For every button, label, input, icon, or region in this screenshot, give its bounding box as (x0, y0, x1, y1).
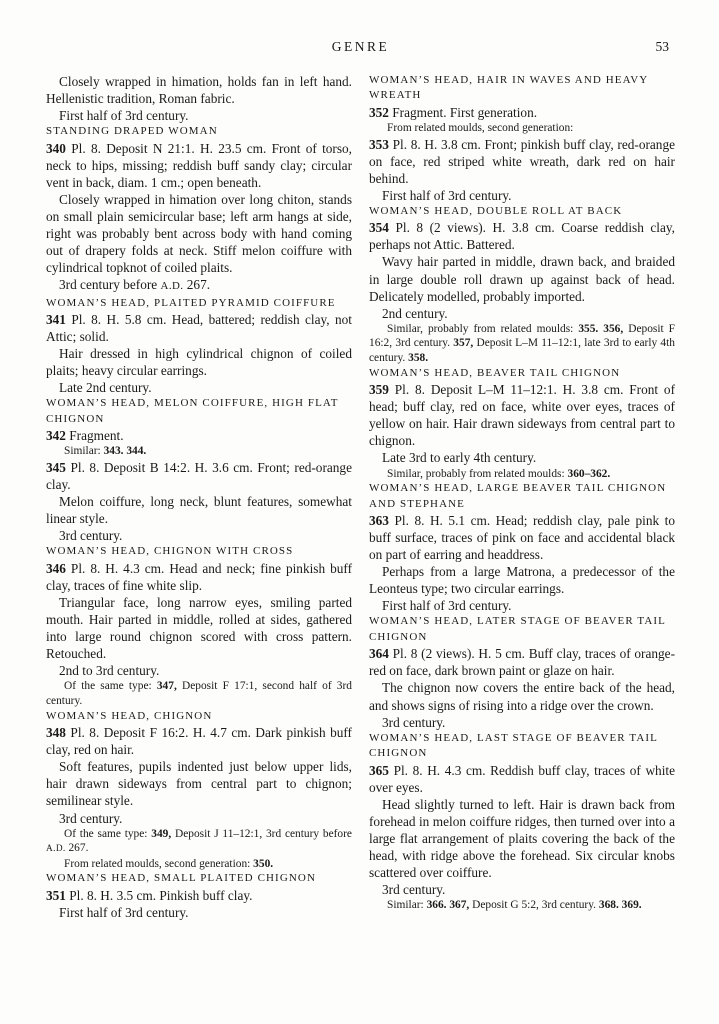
catalog-number-bold-run: 340 (46, 140, 66, 156)
description-paragraph (369, 597, 675, 614)
text-run: Deposit F 17:1, second half of 3rd century. (46, 680, 352, 708)
description-paragraph (46, 662, 352, 679)
catalog-number-bold-run: 351 (46, 887, 66, 903)
text-run: WOMAN’S HEAD, SMALL PLAITED CHIGNON (46, 872, 316, 885)
description-paragraph (46, 594, 352, 662)
note-small-print (369, 467, 675, 482)
description-paragraph (369, 253, 675, 304)
text-run: Pl. 8. Deposit N 21:1. H. 23.5 cm. Front of torso, neck to hips, missing; reddish buff sandy clay; circular vent in back, diam. 1 cm.; open beneath. (46, 140, 352, 190)
text-run: A.D. (46, 844, 66, 855)
catalog-number-bold-run: 343. 344. (103, 445, 147, 458)
catalog-number-bold-run: 359 (369, 382, 389, 398)
section-heading (369, 73, 675, 104)
text-run: Hair dressed in high cylindrical chignon of coiled plaits; heavy circular earrings. (46, 346, 352, 379)
text-run: Pl. 8. Deposit L–M 11–12:1. H. 3.8 cm. Front of head; buff clay, red on face, white over eyes, traces of yellow on hair. Hair drawn sideways from central part to chignon. (369, 382, 675, 449)
description-paragraph (46, 345, 352, 379)
text-run: WOMAN’S HEAD, CHIGNON (46, 709, 213, 722)
catalog-entry (369, 645, 675, 679)
text-run: WOMAN’S HEAD, LAST STAGE OF BEAVER TAIL CHIGNON (369, 731, 658, 760)
catalog-number-bold-run: 357, (453, 337, 474, 350)
section-heading (46, 709, 352, 724)
text-run: Pl. 8 (2 views). H. 5 cm. Buff clay, traces of orange-red on face, dark brown paint or glaze on hair. (369, 646, 675, 679)
section-heading (46, 124, 352, 139)
catalog-entry (46, 140, 352, 191)
text-run: Pl. 8. H. 5.1 cm. Head; reddish clay, pale pink to buff surface, traces of pink on face and accidental black on part of earring and headdress. (369, 512, 675, 563)
left-column (46, 73, 352, 1004)
text-run: Melon coiffure, long neck, blunt features, somewhat linear style. (46, 494, 352, 527)
description-paragraph (369, 714, 675, 731)
note-small-print (369, 322, 675, 366)
text-run: The chignon now covers the entire back of the head, and shows signs of rising into a ridge over the crown. (369, 680, 675, 713)
description-paragraph (46, 191, 352, 276)
text-run: From related moulds, second generation: (64, 857, 254, 870)
catalog-number-bold-run: 342 (46, 428, 66, 444)
text-run: Pl. 8. H. 5.8 cm. Head, battered; reddish clay, not Attic; solid. (46, 311, 352, 345)
catalog-entry (46, 724, 352, 758)
section-heading (46, 871, 352, 886)
text-run: Fragment. (65, 428, 124, 444)
section-heading (46, 544, 352, 559)
text-run: 3rd century. (382, 714, 446, 730)
catalog-number-bold-run: 353 (369, 136, 389, 152)
description-paragraph (46, 276, 352, 295)
catalog-entry (46, 887, 352, 904)
text-run: First half of 3rd century. (59, 904, 189, 920)
text-run: First half of 3rd century. (382, 598, 512, 614)
text-run: 267. (183, 277, 211, 293)
page-header (46, 39, 675, 57)
description-paragraph (369, 563, 675, 597)
description-paragraph (46, 810, 352, 827)
text-run: Pl. 8. H. 3.8 cm. Front; pinkish buff clay, red-orange on face, red striped white wreath, dark red on hair behind. (369, 136, 675, 186)
text-run: Deposit L–M 11–12:1, late 3rd to early 4th century. (369, 337, 675, 365)
catalog-number-bold-run: 358. (408, 352, 429, 365)
text-run: Similar: (64, 445, 104, 458)
catalog-number-bold-run: 350. (253, 857, 274, 870)
catalog-number-bold-run: 352 (369, 104, 389, 120)
catalog-number-bold-run: 364 (369, 646, 389, 662)
text-run: WOMAN’S HEAD, HAIR IN WAVES AND HEAVY WREATH (369, 74, 648, 102)
text-run: Deposit J 11–12:1, 3rd century before (171, 827, 352, 840)
note-small-print (369, 121, 675, 136)
text-run: Pl. 8. Deposit F 16:2. H. 4.7 cm. Dark pinkish buff clay, red on hair. (46, 725, 352, 758)
page-number: 53 (655, 39, 669, 54)
text-run: Late 2nd century. (59, 380, 152, 396)
section-heading (369, 366, 675, 381)
text-run: 3rd century before (59, 277, 161, 293)
text-run: WOMAN’S HEAD, MELON COIFFURE, HIGH FLAT CHIGNON (46, 397, 339, 425)
text-run: Pl. 8 (2 views). H. 3.8 cm. Coarse reddish clay, perhaps not Attic. Battered. (369, 220, 675, 253)
text-run: Similar: (387, 899, 427, 912)
section-heading (369, 614, 675, 645)
description-paragraph (369, 305, 675, 322)
text-run: Pl. 8. Deposit B 14:2. H. 3.6 cm. Front; red-orange clay. (46, 459, 352, 492)
description-paragraph (46, 73, 352, 107)
catalog-number-bold-run: 354 (369, 220, 389, 236)
description-paragraph (46, 758, 352, 809)
text-run: Pl. 8. H. 4.3 cm. Reddish buff clay, traces of white over eyes. (369, 762, 675, 795)
text-run: Late 3rd to early 4th century. (382, 450, 537, 466)
catalog-number-bold-run: 346 (46, 560, 66, 576)
section-heading (46, 396, 352, 427)
text-run: Deposit F 16:2, 3rd century. (369, 322, 676, 350)
text-run: First half of 3rd century. (59, 108, 189, 124)
catalog-number-bold-run: 365 (369, 762, 389, 778)
catalog-entry (369, 381, 675, 449)
description-paragraph (369, 796, 675, 881)
note-small-print (369, 898, 675, 913)
text-run: WOMAN’S HEAD, LARGE BEAVER TAIL CHIGNON AND STEPHANE (369, 482, 667, 510)
description-paragraph (46, 493, 352, 527)
text-run: 3rd century. (59, 528, 123, 544)
catalog-entry (369, 762, 675, 796)
text-run: 3rd century. (59, 810, 123, 826)
note-small-print (46, 679, 352, 708)
catalog-number-bold-run: 345 (46, 459, 66, 475)
text-run: Pl. 8. H. 4.3 cm. Head and neck; fine pinkish buff clay, traces of fine white slip. (46, 560, 352, 593)
catalog-entry (46, 560, 352, 594)
text-run: Triangular face, long narrow eyes, smiling parted mouth. Hair parted in middle, rolled at sides, gathered into large round chignon scored with cross pattern. Retouched. (46, 594, 352, 662)
text-run: Closely wrapped in himation, holds fan in left hand. Hellenistic tradition, Roman fabric. (46, 74, 352, 107)
text-run: STANDING DRAPED WOMAN (46, 125, 218, 138)
catalog-entry (46, 427, 352, 444)
text-run: 3rd century. (382, 882, 446, 898)
text-run: From related moulds, second generation: (387, 121, 574, 134)
text-run: Deposit G 5:2, 3rd century. (469, 899, 599, 912)
text-run: 2nd century. (382, 305, 448, 321)
catalog-entry (46, 311, 352, 345)
catalog-number-bold-run: 368. 369. (598, 899, 642, 912)
section-heading (369, 204, 675, 219)
section-heading (46, 296, 352, 311)
catalog-number-bold-run: 355. 356, (578, 322, 624, 335)
text-run: A.D. (160, 280, 184, 293)
text-run: Head slightly turned to left. Hair is drawn back from forehead in melon coiffure ridges, then turned over into a large flat arrangement of plaits covering the back of the head, with ridge above the forehead. Six circular knobs scattered over coiffure. (369, 796, 675, 881)
catalog-number-bold-run: 341 (46, 311, 66, 327)
text-run: WOMAN’S HEAD, CHIGNON WITH CROSS (46, 545, 294, 558)
text-run: Similar, probably from related moulds: (387, 467, 568, 480)
text-run: Soft features, pupils indented just below upper lids, hair drawn sideways from central part to chignon; semilinear style. (46, 759, 352, 809)
description-paragraph (369, 187, 675, 204)
catalog-entry (369, 512, 675, 563)
text-run: Wavy hair parted in middle, drawn back, and braided in large double roll drawn up against back of head. Delicately modelled, probably imported. (369, 254, 675, 304)
text-run: WOMAN’S HEAD, PLAITED PYRAMID COIFFURE (46, 296, 336, 309)
catalog-number-bold-run: 348 (46, 725, 66, 741)
description-paragraph (46, 527, 352, 544)
note-small-print (46, 827, 352, 857)
text-run: Of the same type: (64, 680, 157, 693)
section-heading (369, 481, 675, 512)
text-run: Perhaps from a large Matrona, a predecessor of the Leonteus type; two circular earrings. (369, 564, 675, 597)
text-run: Closely wrapped in himation over long chiton, stands on small plain semicircular base; left arm hangs at side, right was probably bent across body with hand coming out of drapery folds at neck. Stiff melon coiffure with cylindrical topknot of coiled plaits. (46, 191, 352, 276)
description-paragraph (46, 107, 352, 124)
section-heading (369, 731, 675, 762)
note-small-print (46, 857, 352, 872)
text-run: Similar, probably from related moulds: (387, 322, 579, 335)
text-run: First half of 3rd century. (382, 187, 512, 203)
text-run: Fragment. First generation. (388, 104, 538, 120)
description-paragraph (369, 449, 675, 466)
text-run: WOMAN’S HEAD, LATER STAGE OF BEAVER TAIL CHIGNON (369, 615, 666, 643)
catalog-entry (369, 219, 675, 253)
right-column (369, 73, 675, 1004)
text-run: 2nd to 3rd century. (59, 663, 160, 679)
running-head-title: GENRE (331, 39, 390, 54)
description-paragraph (369, 679, 675, 713)
catalog-number-bold-run: 347, (156, 680, 177, 693)
description-paragraph (369, 881, 675, 898)
text-run: 267. (65, 842, 89, 855)
text-run: WOMAN’S HEAD, DOUBLE ROLL AT BACK (369, 204, 623, 217)
text-run: Of the same type: (64, 827, 152, 840)
catalog-number-bold-run: 349, (151, 827, 172, 840)
catalog-number-bold-run: 366. 367, (426, 899, 470, 912)
catalog-entry (46, 459, 352, 493)
text-body (46, 73, 675, 1004)
text-run: Pl. 8. H. 3.5 cm. Pinkish buff clay. (65, 887, 253, 903)
catalog-entry (369, 104, 675, 121)
description-paragraph (46, 904, 352, 921)
description-paragraph (46, 379, 352, 396)
text-run: WOMAN’S HEAD, BEAVER TAIL CHIGNON (369, 366, 621, 379)
catalog-number-bold-run: 360–362. (567, 467, 611, 480)
catalog-entry (369, 136, 675, 187)
note-small-print (46, 444, 352, 459)
catalog-number-bold-run: 363 (369, 512, 389, 528)
